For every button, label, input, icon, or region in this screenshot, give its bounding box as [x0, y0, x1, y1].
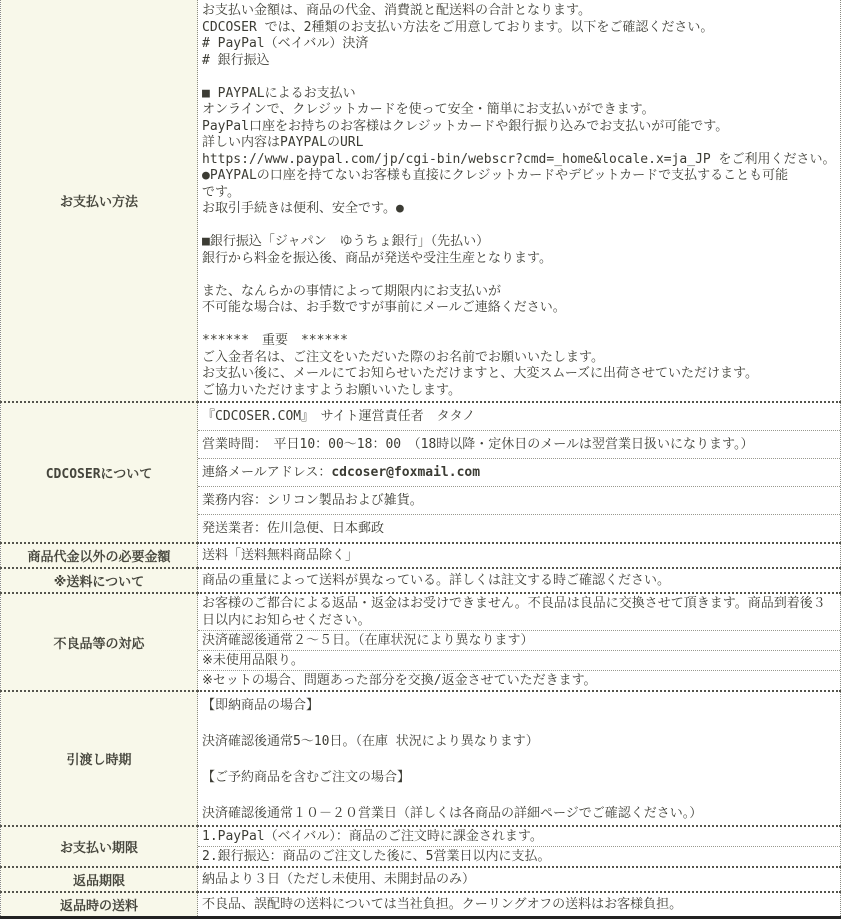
text-line: https://www.paypal.com/jp/cgi-bin/webscr?cmd=_home&locale.x=ja_JP をご利用ください。 [202, 151, 836, 167]
defective-rows [198, 593, 841, 691]
about-business-row: 業務内容：シリコン製品および雑貨。 [198, 486, 840, 514]
payment-method-text [198, 0, 840, 401]
text-line: 【ご予約商品を含むご注文の場合】 [202, 770, 411, 785]
section-delivery [1, 691, 841, 826]
text-line [202, 787, 836, 805]
sub-row: 2.銀行振込：商品のご注文した後に、5営業日以内に支払。 [198, 846, 840, 866]
section-about [1, 402, 841, 543]
text-line: # 銀行振込 [202, 52, 270, 68]
sub-row: お客様のご都合による返品・返金はお受けできません。不良品は良品に交換させて頂きます。商品到着後３日以内にお知らせください。 [202, 596, 826, 628]
sub-row: ※セットの場合、問題あった部分を交換/返金させていただきます。 [198, 670, 840, 690]
text-line: お取引手続きは便利、安全です。● [202, 201, 404, 216]
extra-fees-label: 商品代金以外の必要金額 [1, 543, 198, 568]
about-hours-row: 営業時間： 平日10：00～18：00 （18時以降・定休日のメールは翌営業日扱いになります。） [198, 430, 840, 458]
section-extra-fees [1, 543, 841, 568]
payment-deadline-label: お支払い期限 [1, 826, 198, 867]
section-return-deadline [1, 867, 841, 892]
return-deadline-text: 納品より３日（ただし未使用、未開封品のみ） [202, 872, 476, 887]
text-line: ●PAYPALの口座を持てないお客様も直接にクレジットカードやデビットカードで支払することも可能 [202, 168, 789, 183]
text-line: です。 [202, 184, 240, 200]
text-line [202, 218, 836, 235]
payment-deadline-rows [198, 826, 841, 867]
text-line: ご入金者名は、ご注文をいただいた際のお名前でお願いいたします。 [202, 349, 604, 365]
text-line: ご協力いただけますようお願いいたします。 [202, 382, 461, 398]
text-line: お支払い後に、メールにてお知らせいただけますと、大変スムーズに出荷させていただけます。 [202, 366, 759, 381]
text-line: CDCOSER では、2種類のお支払い方法をご用意しております。以下をご確認ください。 [202, 19, 714, 35]
text-line [202, 715, 836, 733]
text-line: お支払い金額は、商品の代金、消費説と配送料の合計となります。 [202, 3, 591, 18]
section-payment-deadline [1, 826, 841, 867]
text-line: 銀行から料金を振込後、商品が発送や受注生産となります。 [202, 250, 552, 266]
text-line: 決済確認後通常5～10日。（在庫 状況により異なります） [202, 734, 539, 749]
shipping-note-text: 商品の重量によって送料が異なっている。詳しくは註文する時ご確認ください。 [202, 573, 671, 588]
text-line: PayPal口座をお持ちのお客様はクレジットカードや銀行振り込みでお支払いが可能です。 [202, 118, 729, 134]
defective-label: 不良品等の対応 [1, 593, 198, 691]
return-shipping-text: 不良品、誤配時の送料については当社負担。クーリングオフの送料はお客様負担。 [202, 897, 683, 912]
text-line [202, 267, 836, 284]
about-operator-row: 『CDCOSER.COM』 サイト運営責任者 タタノ [202, 409, 476, 424]
text-line [202, 69, 836, 86]
text-line: 詳しい内容はPAYPALのURL [202, 135, 364, 150]
sub-row: 1.PayPal（ベイバル）：商品のご注文時に課金されます。 [202, 829, 543, 844]
text-line: 【即納商品の場合】 [202, 698, 320, 713]
text-line: ■ PAYPALによるお支払い [202, 85, 356, 101]
text-line: ■銀行振込「ジャパン ゆうちょ銀行」（先払い） [202, 234, 490, 249]
about-label: CDCOSERについて [1, 402, 198, 543]
text-line: 不可能な場合は、お手数ですが事前にメールご連絡ください。 [202, 300, 566, 315]
section-shipping-note [1, 568, 841, 593]
extra-fees-text: 送料「送料無料商品除く」 [202, 548, 359, 563]
email-label: 連絡メールアドレス： [202, 465, 332, 480]
return-shipping-label: 返品時の送料 [1, 892, 198, 918]
sub-row: 決済確認後通常２～５日。（在庫状況により異なります） [198, 630, 840, 650]
shipping-note-label: ※送料について [1, 568, 198, 593]
about-email-row [198, 458, 840, 486]
email-address: cdcoser@foxmail.com [331, 465, 481, 480]
delivery-text [198, 692, 840, 825]
text-line: オンラインで、クレジットカードを使って安全・簡単にお支払いができます。 [202, 102, 655, 117]
payment-method-label: お支払い方法 [1, 0, 198, 402]
section-return-shipping [1, 892, 841, 918]
about-shipper-row: 発送業者：佐川急便、日本郵政 [198, 514, 840, 542]
text-line: # PayPal（ベイバル）決済 [202, 36, 369, 51]
section-defective [1, 593, 841, 691]
text-line: ****** 重要 ****** [202, 333, 348, 348]
text-line: また、なんらかの事情によって期限内にお支払いが [202, 283, 502, 299]
sub-row: ※未使用品限り。 [198, 650, 840, 670]
text-line [202, 751, 836, 769]
text-line: 決済確認後通常１０－２０営業日（詳しくは各商品の詳細ページでご確認ください。） [202, 806, 703, 821]
return-deadline-label: 返品期限 [1, 867, 198, 892]
section-payment-method [1, 0, 841, 402]
delivery-label: 引渡し時期 [1, 691, 198, 826]
text-line [202, 317, 836, 334]
